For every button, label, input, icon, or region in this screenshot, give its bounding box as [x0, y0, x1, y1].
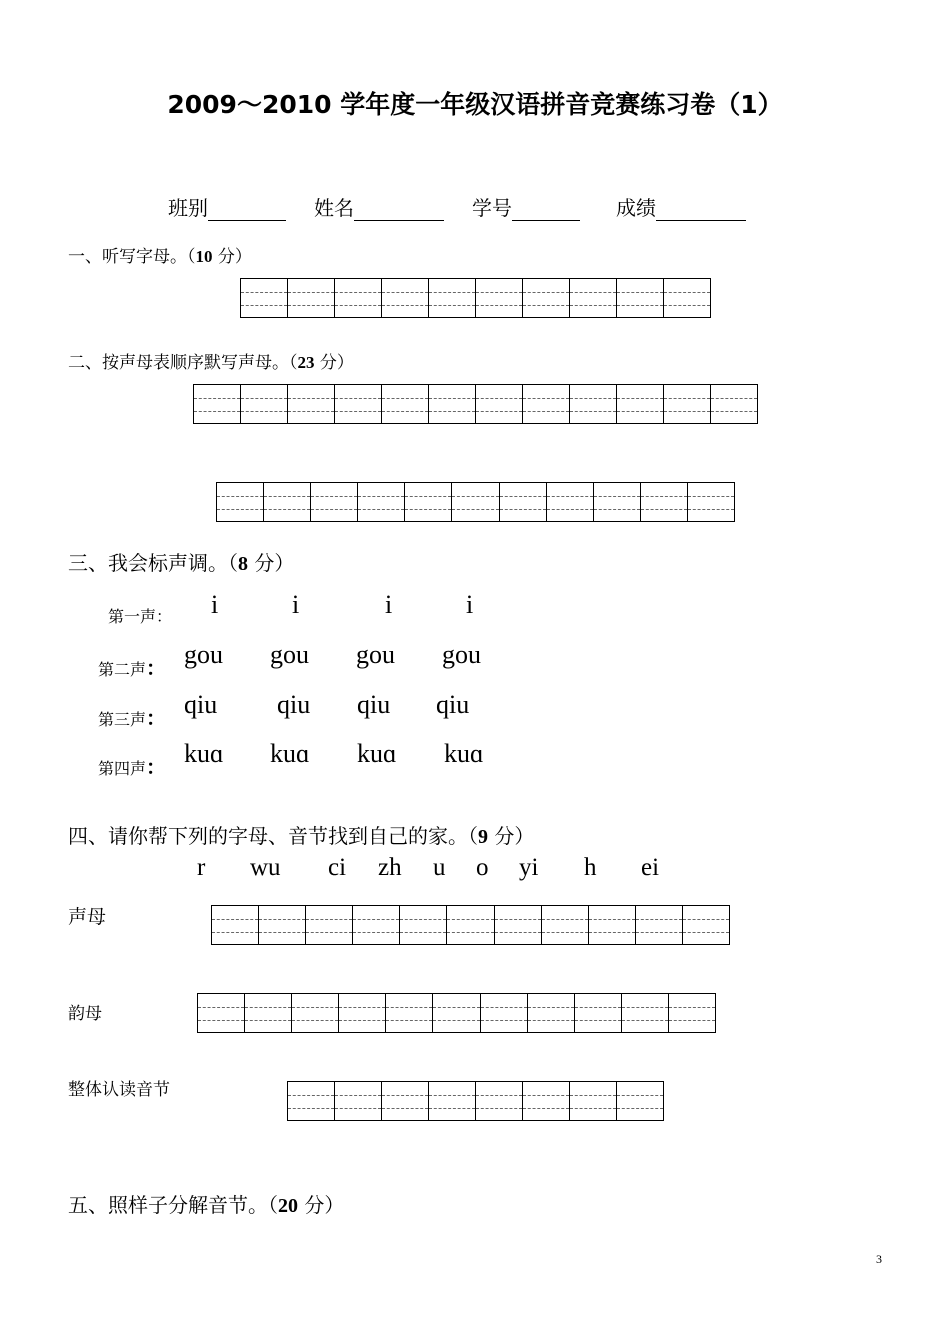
writing-cell[interactable] [291, 994, 338, 1032]
writing-cell[interactable] [527, 994, 574, 1032]
tone-2-syllable: gou [270, 640, 309, 669]
writing-cell[interactable] [475, 1082, 522, 1120]
letter-item: wu [250, 854, 281, 881]
tone-4-label: 第四声： [98, 755, 167, 779]
writing-cell[interactable] [593, 483, 640, 521]
writing-cell[interactable] [499, 483, 546, 521]
whole-syllable-grid[interactable] [287, 1081, 664, 1121]
shengmu-grid[interactable] [211, 905, 730, 945]
writing-cell[interactable] [385, 994, 432, 1032]
writing-cell[interactable] [682, 906, 729, 944]
tone-1-syllable: i [385, 590, 393, 619]
name-field [314, 192, 444, 221]
writing-cell[interactable] [212, 906, 258, 944]
shengmu-label: 声母 [68, 906, 107, 928]
writing-cell[interactable] [475, 279, 522, 317]
section-2-writing-grid-2[interactable] [216, 482, 735, 522]
writing-cell[interactable] [217, 483, 263, 521]
writing-cell[interactable] [381, 1082, 428, 1120]
writing-cell[interactable] [428, 279, 475, 317]
writing-cell[interactable] [546, 483, 593, 521]
number-field [472, 192, 580, 221]
writing-cell[interactable] [240, 385, 287, 423]
tone-4-syllable: kuɑ [444, 739, 484, 768]
writing-cell[interactable] [475, 385, 522, 423]
letter-item: ci [328, 854, 347, 881]
yunmu-grid[interactable] [197, 993, 716, 1033]
writing-cell[interactable] [357, 483, 404, 521]
writing-cell[interactable] [198, 994, 244, 1032]
writing-cell[interactable] [432, 994, 479, 1032]
writing-cell[interactable] [687, 483, 734, 521]
writing-cell[interactable] [404, 483, 451, 521]
writing-cell[interactable] [288, 1082, 334, 1120]
writing-cell[interactable] [334, 385, 381, 423]
writing-cell[interactable] [668, 994, 715, 1032]
writing-cell[interactable] [446, 906, 493, 944]
tone-2-syllable: gou [356, 640, 395, 669]
writing-cell[interactable] [569, 385, 616, 423]
writing-cell[interactable] [258, 906, 305, 944]
score-blank[interactable] [656, 196, 746, 221]
page-number: 3 [876, 1252, 882, 1266]
number-label: 学号 [472, 196, 512, 220]
tone-1-syllable: i [292, 590, 300, 619]
writing-cell[interactable] [310, 483, 357, 521]
score-label: 成绩 [616, 196, 656, 220]
letter-item: yi [519, 854, 539, 881]
writing-cell[interactable] [241, 279, 287, 317]
writing-cell[interactable] [522, 385, 569, 423]
tone-3-syllable: qiu [184, 690, 218, 719]
tone-1-syllable: i [211, 590, 219, 619]
writing-cell[interactable] [640, 483, 687, 521]
writing-cell[interactable] [428, 1082, 475, 1120]
writing-cell[interactable] [338, 994, 385, 1032]
writing-cell[interactable] [541, 906, 588, 944]
writing-cell[interactable] [381, 279, 428, 317]
letter-item: ei [641, 854, 660, 881]
tone-3-syllable: qiu [436, 690, 470, 719]
writing-cell[interactable] [451, 483, 498, 521]
name-label: 姓名 [314, 196, 354, 220]
tone-2-syllable: gou [442, 640, 481, 669]
writing-cell[interactable] [287, 385, 334, 423]
writing-cell[interactable] [588, 906, 635, 944]
writing-cell[interactable] [616, 279, 663, 317]
letter-item: zh [378, 854, 402, 881]
tone-1-label: 第一声： [108, 607, 173, 626]
writing-cell[interactable] [569, 1082, 616, 1120]
tone-3-syllable: qiu [277, 690, 311, 719]
writing-cell[interactable] [305, 906, 352, 944]
writing-cell[interactable] [244, 994, 291, 1032]
section-5-heading: 五、照样子分解音节。（20 分） [68, 1193, 345, 1217]
letter-item: h [584, 854, 597, 881]
section-2-writing-grid-1[interactable] [193, 384, 758, 424]
tone-4-syllable: kuɑ [357, 739, 397, 768]
writing-cell[interactable] [616, 385, 663, 423]
writing-cell[interactable] [494, 906, 541, 944]
writing-cell[interactable] [635, 906, 682, 944]
letter-item: o [476, 854, 489, 881]
writing-cell[interactable] [194, 385, 240, 423]
writing-cell[interactable] [522, 1082, 569, 1120]
section-4-heading: 四、请你帮下列的字母、音节找到自己的家。（9 分） [68, 824, 535, 848]
writing-cell[interactable] [574, 994, 621, 1032]
writing-cell[interactable] [710, 385, 757, 423]
tone-2-syllable: gou [184, 640, 223, 669]
section-2-heading: 二、按声母表顺序默写声母。（23 分） [68, 353, 354, 373]
name-blank[interactable] [354, 196, 444, 221]
class-field [168, 192, 286, 221]
score-field [616, 192, 746, 221]
tone-3-label: 第三声： [98, 706, 167, 730]
writing-cell[interactable] [352, 906, 399, 944]
class-blank[interactable] [208, 196, 286, 221]
tone-2-label: 第二声： [98, 656, 167, 680]
section-3-heading: 三、我会标声调。（8 分） [68, 551, 295, 575]
yunmu-label: 韵母 [68, 1004, 102, 1024]
writing-cell[interactable] [621, 994, 668, 1032]
whole-syllable-label: 整体认读音节 [68, 1080, 170, 1100]
page-title: 2009～2010 学年度一年级汉语拼音竞赛练习卷（1） [167, 90, 783, 119]
writing-cell[interactable] [616, 1082, 663, 1120]
letter-item: r [197, 854, 206, 881]
writing-cell[interactable] [428, 385, 475, 423]
tone-4-syllable: kuɑ [184, 739, 224, 768]
number-blank[interactable] [512, 196, 580, 221]
section-1-heading: 一、听写字母。（10 分） [68, 247, 252, 267]
writing-cell[interactable] [263, 483, 310, 521]
writing-cell[interactable] [522, 279, 569, 317]
class-label: 班别 [168, 196, 208, 220]
writing-cell[interactable] [663, 279, 710, 317]
writing-cell[interactable] [399, 906, 446, 944]
writing-cell[interactable] [334, 1082, 381, 1120]
writing-cell[interactable] [381, 385, 428, 423]
writing-cell[interactable] [569, 279, 616, 317]
section-1-writing-grid[interactable] [240, 278, 711, 318]
tone-3-syllable: qiu [357, 690, 391, 719]
letter-item: u [433, 854, 446, 881]
tone-1-syllable: i [466, 590, 474, 619]
writing-cell[interactable] [663, 385, 710, 423]
tone-4-syllable: kuɑ [270, 739, 310, 768]
writing-cell[interactable] [287, 279, 334, 317]
writing-cell[interactable] [334, 279, 381, 317]
writing-cell[interactable] [480, 994, 527, 1032]
